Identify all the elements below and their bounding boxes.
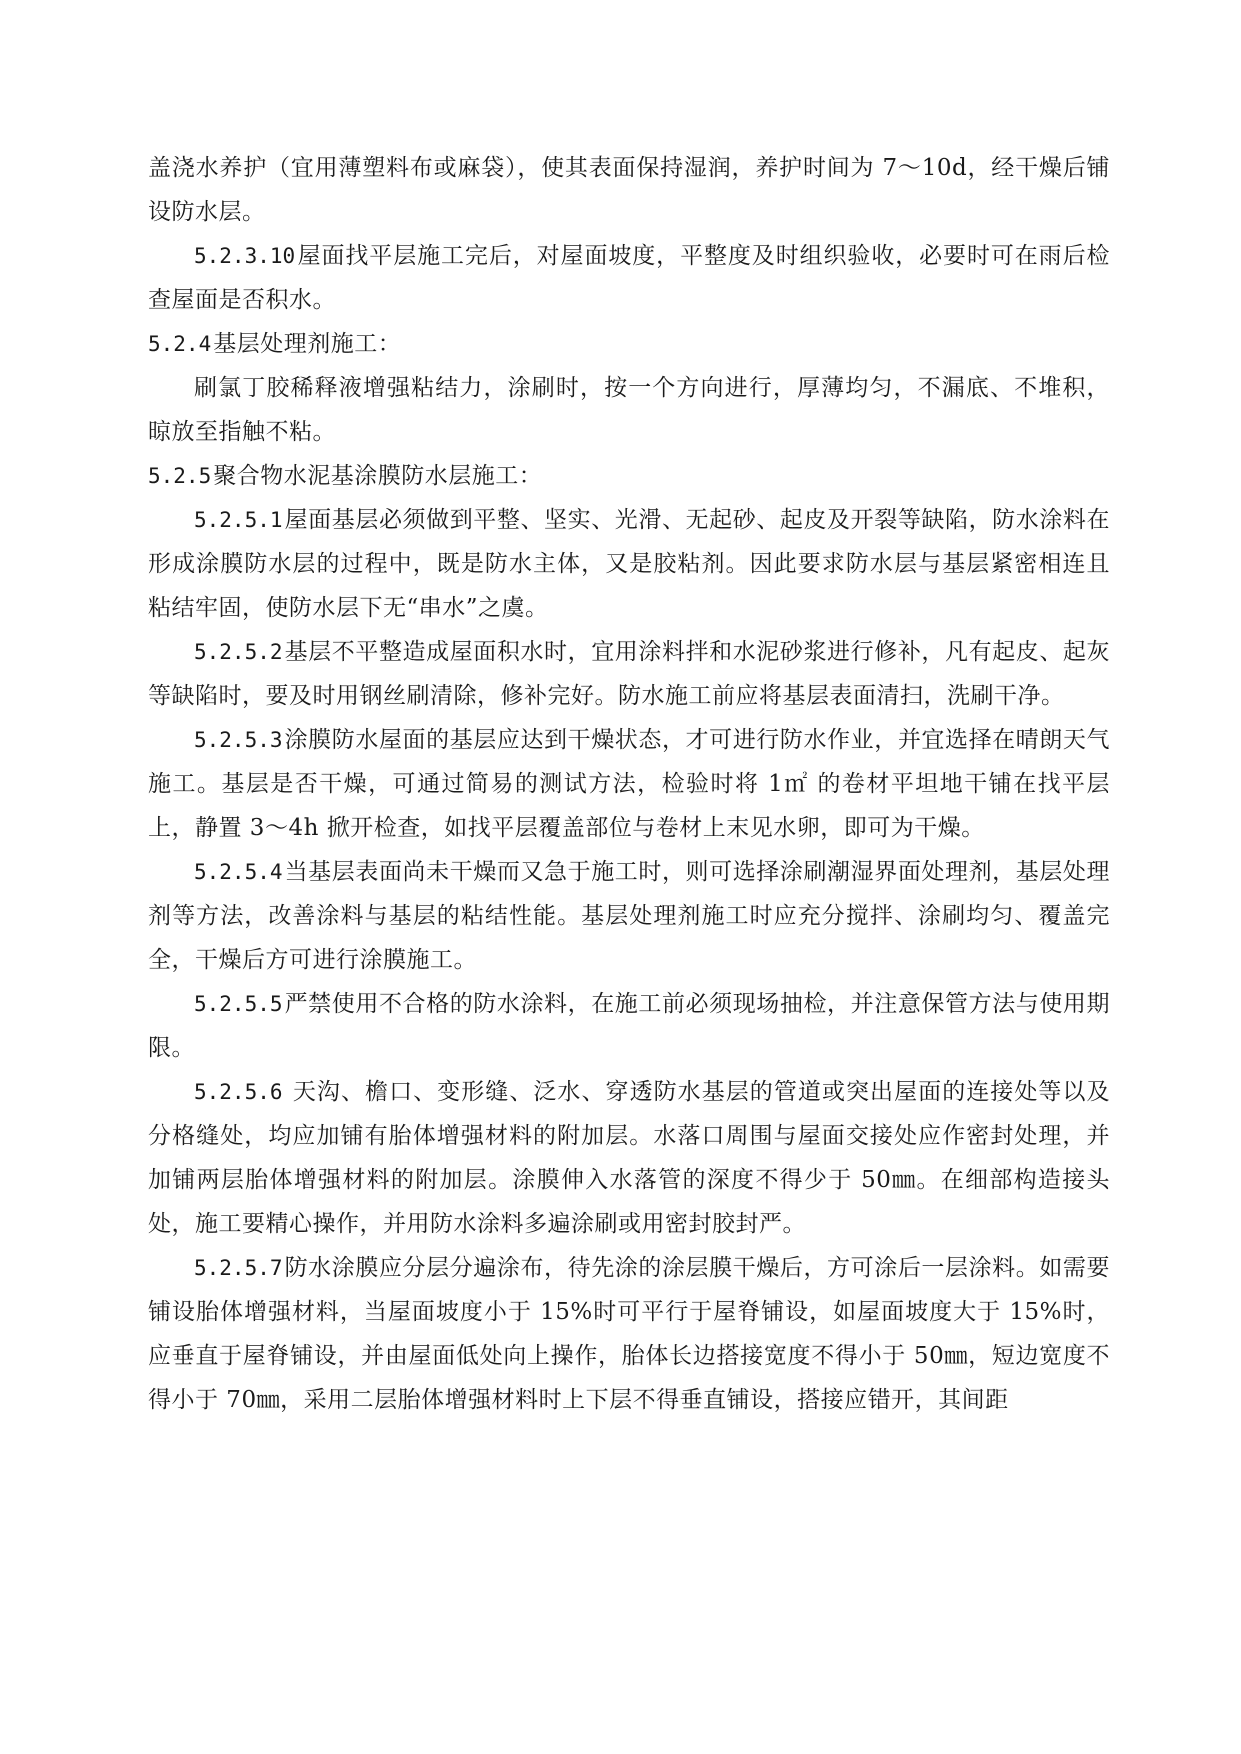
paragraph-text: 刷氯丁胶稀释液增强粘结力，涂刷时，按一个方向进行，厚薄均匀，不漏底、不堆积，晾放至指触不粘。 [148,375,1110,445]
paragraph-5-2-5-5 [148,982,1110,1070]
paragraph-primer-body [148,366,1110,454]
paragraph-text: 屋面基层必须做到平整、坚实、光滑、无起砂、起皮及开裂等缺陷，防水涂料在形成涂膜防水层的过程中，既是防水主体，又是胶粘剂。因此要求防水层与基层紧密相连且粘结牢固，使防水层下无“串水”之虞。 [148,507,1110,621]
paragraph-5-2-5-6 [148,1070,1110,1246]
section-heading-5-2-5 [148,454,1110,498]
clause-number: 5.2.5.3 [194,728,283,752]
paragraph-5-2-5-2 [148,630,1110,718]
heading-text: 基层处理剂施工： [213,331,402,357]
paragraph-5-2-5-4 [148,850,1110,982]
clause-number: 5.2.4 [148,332,212,356]
paragraph-text: 防水涂膜应分层分遍涂布，待先涂的涂层膜干燥后，方可涂后一层涂料。如需要铺设胎体增强材料，当屋面坡度小于 15%时可平行于屋脊铺设，如屋面坡度大于 15%时，应垂直于屋脊铺设，并由屋面低处向上操作，胎体长边搭接宽度不得小于 50㎜，短边宽度不得小于 70㎜，采用二层胎体增强材料时上下层不得垂直铺设，搭接应错开，其间距 [148,1255,1110,1413]
paragraph-text: 严禁使用不合格的防水涂料，在施工前必须现场抽检，并注意保管方法与使用期限。 [148,991,1110,1061]
paragraph-5-2-5-1 [148,498,1110,630]
clause-number: 5.2.5.1 [194,508,283,532]
paragraph-5-2-5-3 [148,718,1110,850]
clause-number: 5.2.5.2 [194,640,283,664]
clause-number: 5.2.5.7 [194,1256,283,1280]
clause-number: 5.2.5.4 [194,860,283,884]
clause-number: 5.2.5.6 [194,1080,283,1104]
clause-number: 5.2.5 [148,464,212,488]
paragraph-text: 屋面找平层施工完后，对屋面坡度，平整度及时组织验收，必要时可在雨后检查屋面是否积水。 [148,243,1110,313]
heading-text: 聚合物水泥基涂膜防水层施工： [213,463,543,489]
paragraph-text: 当基层表面尚未干燥而又急于施工时，则可选择涂刷潮湿界面处理剂，基层处理剂等方法，改善涂料与基层的粘结性能。基层处理剂施工时应充分搅拌、涂刷均匀、覆盖完全，干燥后方可进行涂膜施工。 [148,859,1110,973]
paragraph-5-2-5-7 [148,1246,1110,1422]
paragraph-continuation [148,146,1110,234]
paragraph-text: 涂膜防水屋面的基层应达到干燥状态，才可进行防水作业，并宜选择在晴朗天气施工。基层是否干燥，可通过简易的测试方法，检验时将 1㎡ 的卷材平坦地干铺在找平层上，静置 3～4h 掀开检查，如找平层覆盖部位与卷材上末见水卵，即可为干燥。 [148,727,1110,841]
document-page [148,146,1110,1422]
paragraph-text: 盖浇水养护（宜用薄塑料布或麻袋），使其表面保持湿润，养护时间为 7～10d，经干燥后铺设防水层。 [148,155,1110,225]
paragraph-5-2-3-10 [148,234,1110,322]
paragraph-text: 基层不平整造成屋面积水时，宜用涂料拌和水泥砂浆进行修补，凡有起皮、起灰等缺陷时，要及时用钢丝刷清除，修补完好。防水施工前应将基层表面清扫，洗刷干净。 [148,639,1110,709]
paragraph-text: 天沟、檐口、变形缝、泛水、穿透防水基层的管道或突出屋面的连接处等以及分格缝处，均应加铺有胎体增强材料的附加层。水落口周围与屋面交接处应作密封处理，并加铺两层胎体增强材料的附加层。涂膜伸入水落管的深度不得少于 50㎜。在细部构造接头处，施工要精心操作，并用防水涂料多遍涂刷或用密封胶封严。 [148,1079,1110,1237]
section-heading-5-2-4 [148,322,1110,366]
clause-number: 5.2.3.10 [194,244,296,268]
clause-number: 5.2.5.5 [194,992,283,1016]
